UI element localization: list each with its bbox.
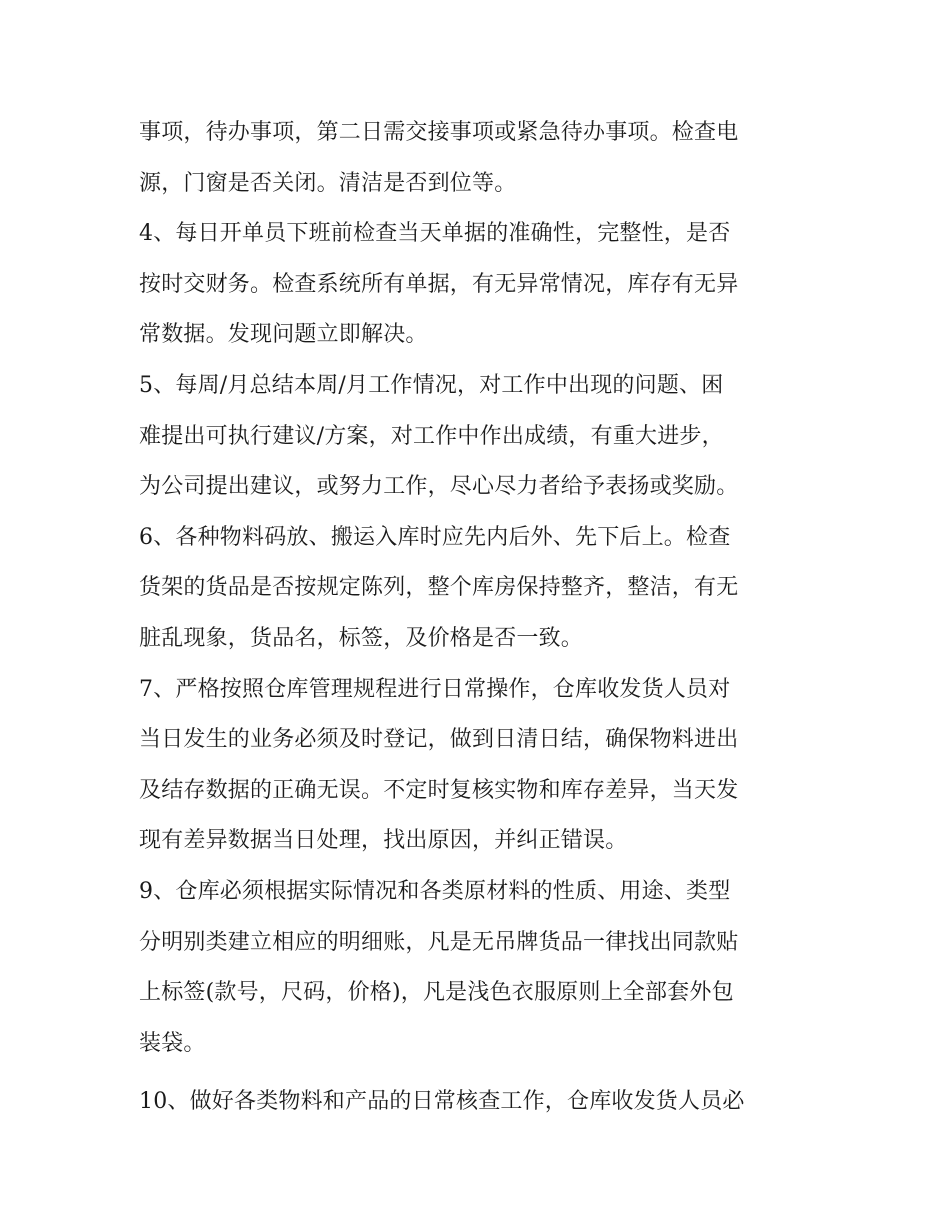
text-line: 装袋。	[139, 1030, 206, 1056]
text-line: 货架的货品是否按规定陈列，整个库房保持整齐，整洁，有无	[139, 575, 739, 601]
text-line: 及结存数据的正确无误。不定时复核实物和库存差异，当天发	[139, 777, 739, 803]
text-line: 4、每日开单员下班前检查当天单据的准确性，完整性，是否	[139, 221, 731, 247]
text-line: 脏乱现象，货品名，标签，及价格是否一致。	[139, 625, 584, 651]
text-line: 7、严格按照仓库管理规程进行日常操作，仓库收发货人员对	[139, 676, 731, 702]
text-line: 9、仓库必须根据实际情况和各类原材料的性质、用途、类型	[139, 878, 731, 904]
text-line: 6、各种物料码放、搬运入库时应先内后外、先下后上。检查	[139, 524, 731, 550]
text-line: 源，门窗是否关闭。清洁是否到位等。	[139, 170, 517, 196]
text-line: 常数据。发现问题立即解决。	[139, 322, 428, 348]
text-line: 难提出可执行建议/方案，对工作中作出成绩，有重大进步，	[139, 423, 724, 449]
text-line: 分明别类建立相应的明细账，凡是无吊牌货品一律找出同款贴	[139, 929, 739, 955]
text-line: 为公司提出建议，或努力工作，尽心尽力者给予表扬或奖励。	[139, 474, 739, 500]
document-body	[139, 108, 839, 1128]
text-line: 10、做好各类物料和产品的日常核查工作，仓库收发货人员必	[139, 1089, 745, 1115]
text-line: 当日发生的业务必须及时登记，做到日清日结，确保物料进出	[139, 727, 739, 753]
text-line: 事项，待办事项，第二日需交接事项或紧急待办事项。检查电	[139, 120, 739, 145]
text-line: 现有差异数据当日处理，找出原因，并纠正错误。	[139, 828, 628, 854]
text-line: 按时交财务。检查系统所有单据，有无异常情况，库存有无异	[139, 271, 739, 297]
text-line: 5、每周/月总结本周/月工作情况，对工作中出现的问题、困	[139, 372, 724, 398]
text-line: 上标签(款号，尺码，价格)，凡是浅色衣服原则上全部套外包	[139, 980, 734, 1006]
